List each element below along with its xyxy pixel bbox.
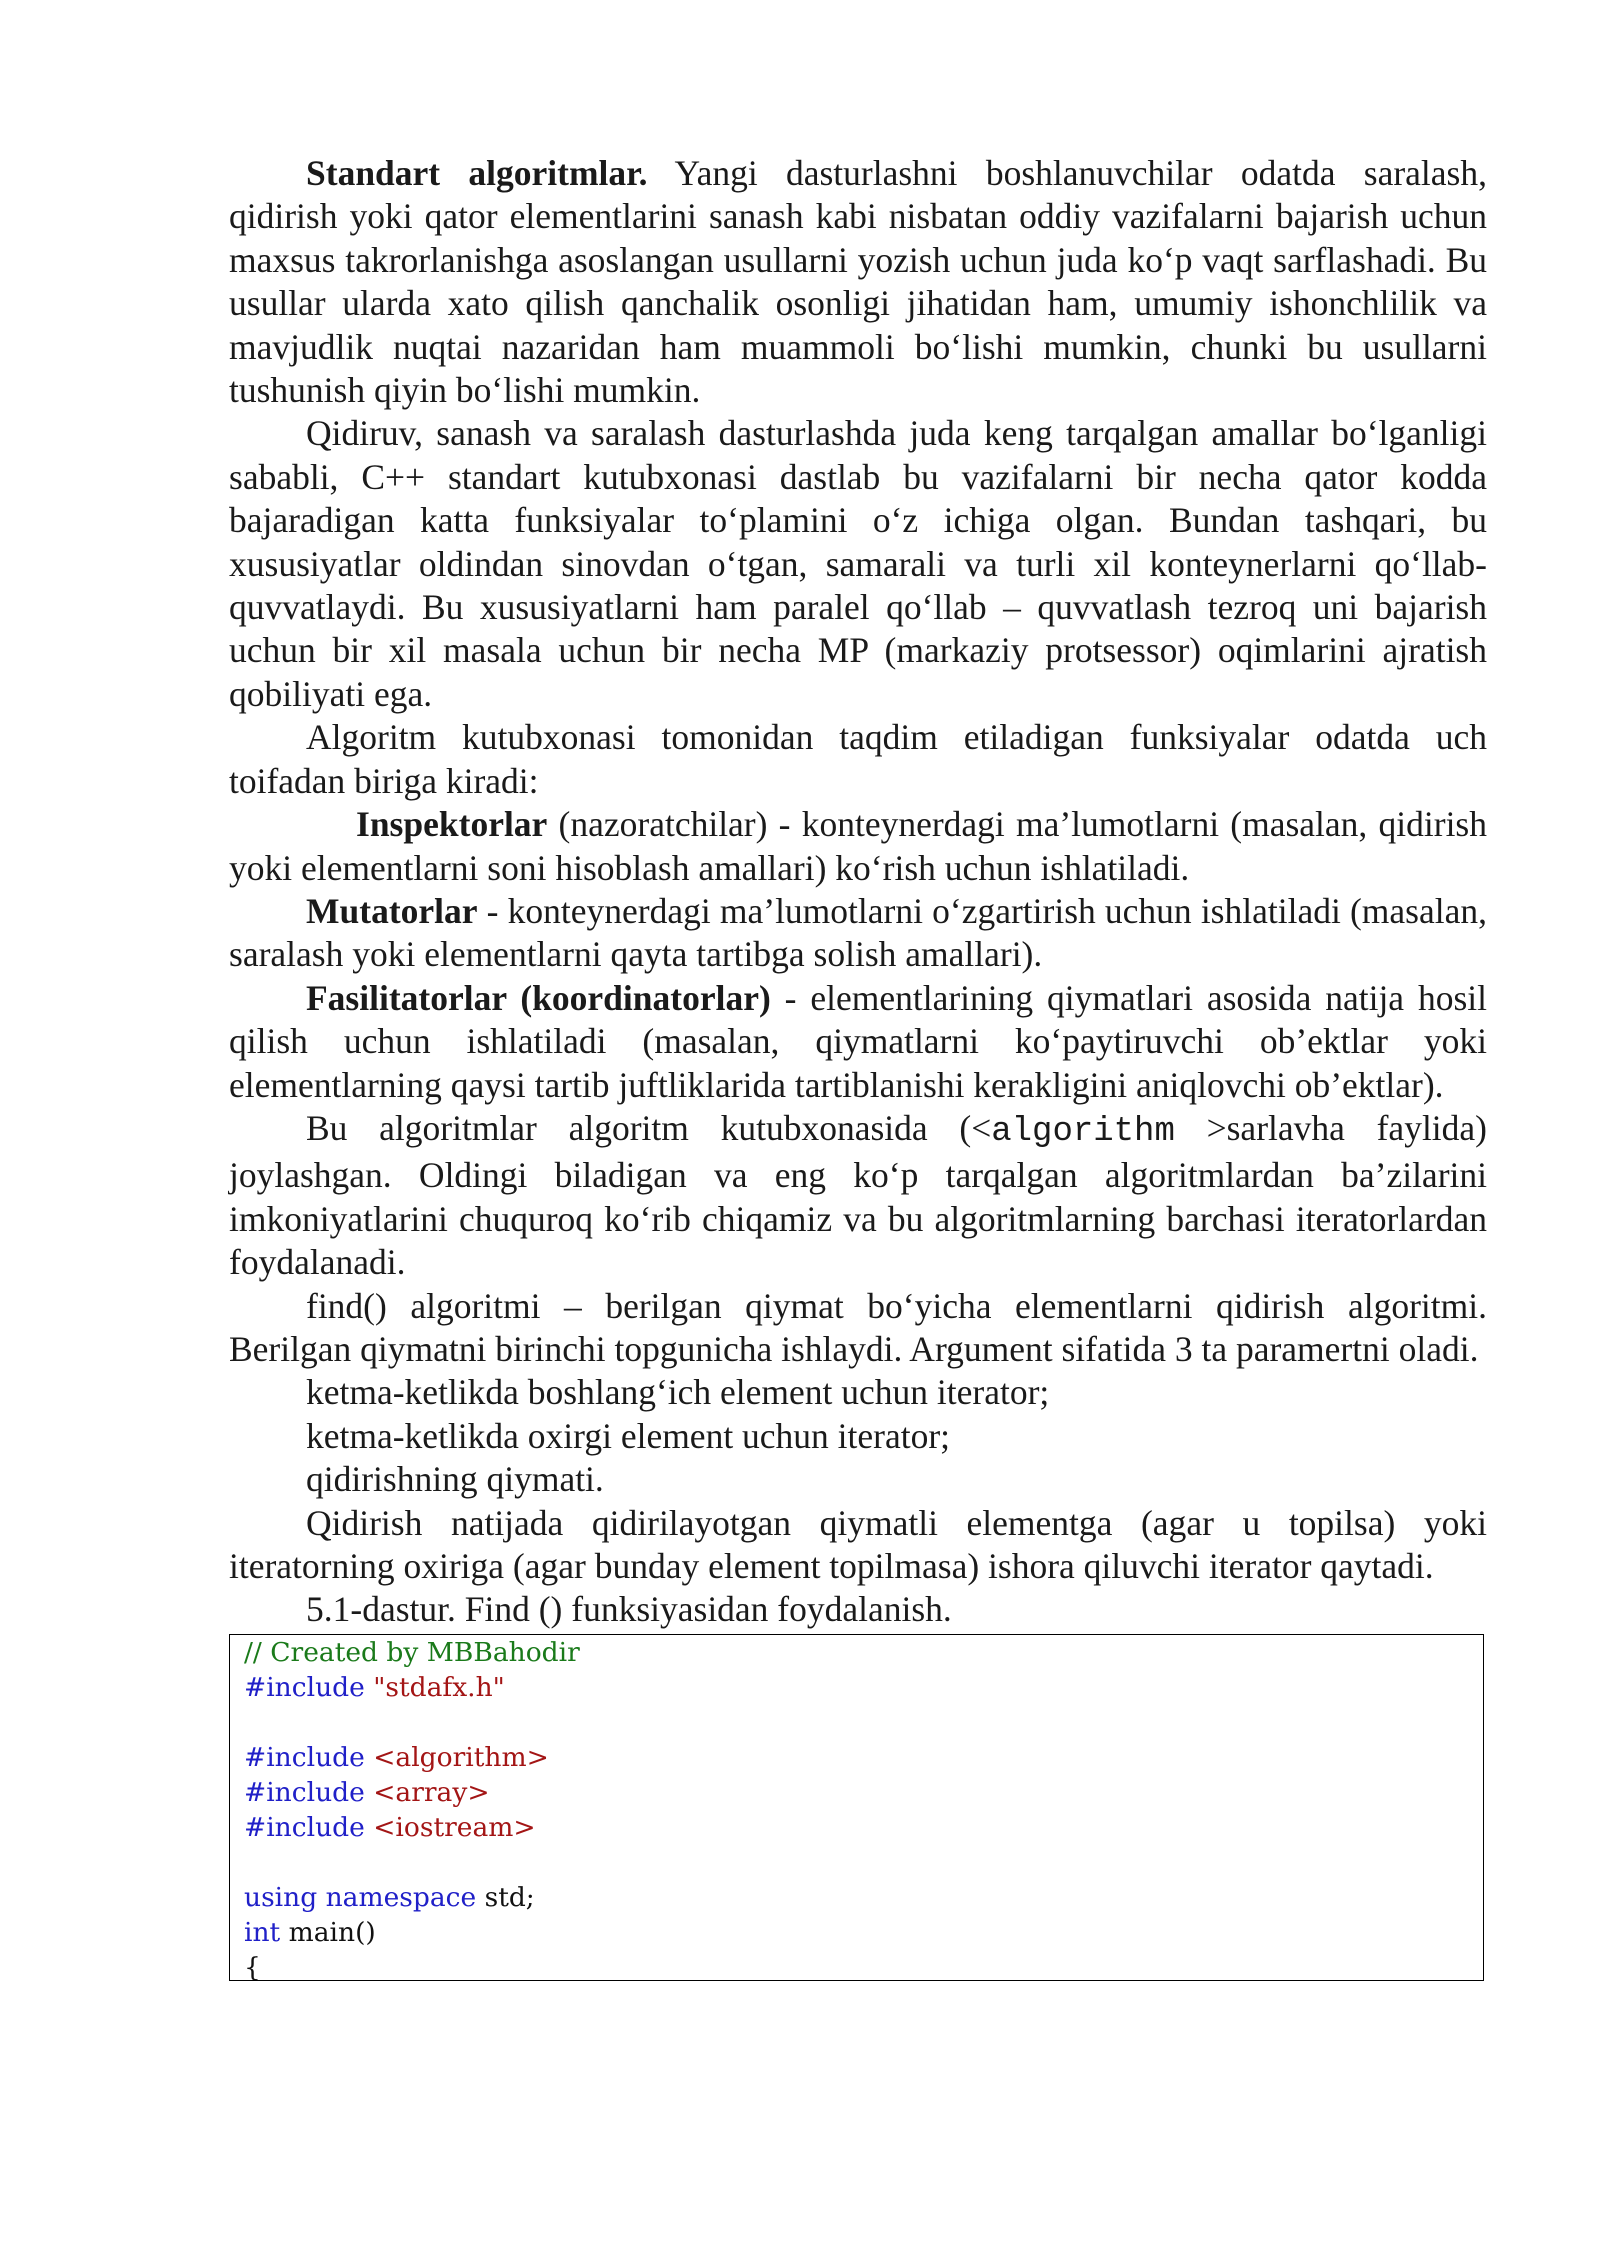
code-keyword: #include — [244, 1776, 365, 1808]
code-text: std; — [476, 1881, 535, 1913]
code-keyword: #include — [244, 1671, 365, 1703]
paragraph-algorithm-header — [229, 1107, 1487, 1285]
paragraph-text: - konteynerdagi ma’lumotlarni o‘zgartirish uchun ishlatiladi (masalan, saralash yoki elementlarni qayta tartibga solish amallari). — [229, 890, 1487, 975]
code-keyword: #include — [244, 1811, 365, 1843]
listing-caption: 5.1-dastur. Find () funksiyasidan foydalanish. — [306, 1589, 952, 1630]
term-inspektorlar: Inspektorlar — [356, 804, 548, 845]
code-line — [244, 1740, 1483, 1775]
list-item-last-iterator: ketma-ketlikda oxirgi element uchun iterator; — [306, 1415, 951, 1456]
code-keyword: int — [244, 1916, 281, 1948]
paragraph-mutators — [229, 890, 1487, 977]
paragraph-text: Bu algoritmlar algoritm kutubxonasida (< — [306, 1107, 992, 1148]
paragraph-three-categories: Algoritm kutubxonasi tomonidan taqdim etiladigan funksiyalar odatda uch toifadan biriga kiradi: — [229, 717, 1487, 801]
term-fasilitatorlar: Fasilitatorlar (koordinatorlar) — [306, 977, 771, 1018]
paragraph-text: >sarlavha faylida) joylashgan. Oldingi biladigan va eng ko‘p tarqalgan algoritmlardan ba’zilarini imkoniyatlarini chuquroq ko‘rib chiqamiz va bu algoritmlarning barchasi iteratorlardan foydalanadi. — [229, 1107, 1487, 1283]
term-mutatorlar: Mutatorlar — [306, 890, 478, 931]
paragraph-inspectors — [229, 803, 1487, 890]
code-line — [244, 1635, 1483, 1670]
code-string: <iostream> — [364, 1811, 536, 1843]
code-line-blank — [244, 1705, 1483, 1740]
document-page — [229, 152, 1487, 1981]
code-string: <algorithm> — [364, 1741, 549, 1773]
code-line-blank — [244, 1845, 1483, 1880]
list-item-search-value: qidirishning qiymati. — [306, 1459, 604, 1500]
code-line — [244, 1670, 1483, 1705]
code-line — [244, 1880, 1483, 1915]
paragraph-find-result: Qidirish natijada qidirilayotgan qiymatli elementga (agar u topilsa) yoki iteratorning oxiriga (agar bunday element topilmasa) ishora qiluvchi iterator qaytadi. — [229, 1502, 1487, 1586]
code-line — [244, 1810, 1483, 1845]
term-standart-algoritmlar: Standart algoritmlar. — [306, 153, 648, 193]
code-string: <array> — [364, 1776, 490, 1808]
code-line — [244, 1950, 1483, 1981]
header-name-algorithm: algorithm — [991, 1112, 1175, 1151]
code-keyword: #include — [244, 1741, 365, 1773]
code-string: "stdafx.h" — [364, 1671, 505, 1703]
list-item-first-iterator: ketma-ketlikda boshlang‘ich element uchun iterator; — [306, 1372, 1050, 1413]
paragraph-find-algorithm: find() algoritmi – berilgan qiymat bo‘yicha elementlarni qidirish algoritmi. Berilgan qiymatni birinchi topgunicha ishlaydi. Argument sifatida 3 ta paramertni oladi. — [229, 1285, 1487, 1369]
paragraph-search-count-sort: Qidiruv, sanash va saralash dasturlashda juda keng tarqalgan amallar bo‘lganligi sababli, C++ standart kutubxonasi dastlab bu vazifalarni bir necha qator kodda bajaradigan katta funksiyalar to‘plamini o‘z ichiga olgan. Bundan tashqari, bu xususiyatlar oldindan sinovdan o‘tgan, samarali va turli xil konteynerlarni qo‘llab-quvvatlaydi. Bu xususiyatlarni ham paralel qo‘llab – quvvatlash tezroq uni bajarish uchun bir xil masala uchun bir necha MP (markaziy protsessor) oqimlarini ajratish qobiliyati ega. — [229, 413, 1487, 714]
code-line — [244, 1775, 1483, 1810]
code-text: { — [244, 1951, 261, 1981]
paragraph-facilitators — [229, 977, 1487, 1107]
paragraph-standard-algorithms — [229, 152, 1487, 412]
code-line — [244, 1915, 1483, 1950]
code-text: main() — [280, 1916, 376, 1948]
code-keyword: using namespace — [244, 1881, 477, 1913]
paragraph-text: (nazoratchilar) - konteynerdagi ma’lumotlarni (masalan, qidirish yoki elementlarni soni hisoblash amallari) ko‘rish uchun ishlatiladi. — [229, 804, 1487, 888]
paragraph-text: - elementlarining qiymatlari asosida natija hosil qilish uchun ishlatiladi (masalan, qiymatlarni ko‘paytiruvchi ob’ektlar yoki elementlarning qaysi tartib juftliklarida tartiblanishi kerakligini aniqlovchi ob’ektlar). — [229, 977, 1487, 1105]
code-listing — [229, 1634, 1484, 1981]
paragraph-text: Yangi dasturlashni boshlanuvchilar odatda saralash, qidirish yoki qator elementlarini sanash kabi nisbatan oddiy vazifalarni bajarish uchun maxsus takrorlanishga asoslangan usullarni yozish uchun juda ko‘p vaqt sarflashadi. Bu usullar ularda xato qilish qanchalik osonligi jihatidan ham, umumiy ishonchlilik va mavjudlik nuqtai nazaridan ham muammoli bo‘lishi mumkin, chunki bu usullarni tushunish qiyin bo‘lishi mumkin. — [229, 153, 1487, 411]
code-comment: // Created by MBBahodir — [244, 1636, 580, 1668]
